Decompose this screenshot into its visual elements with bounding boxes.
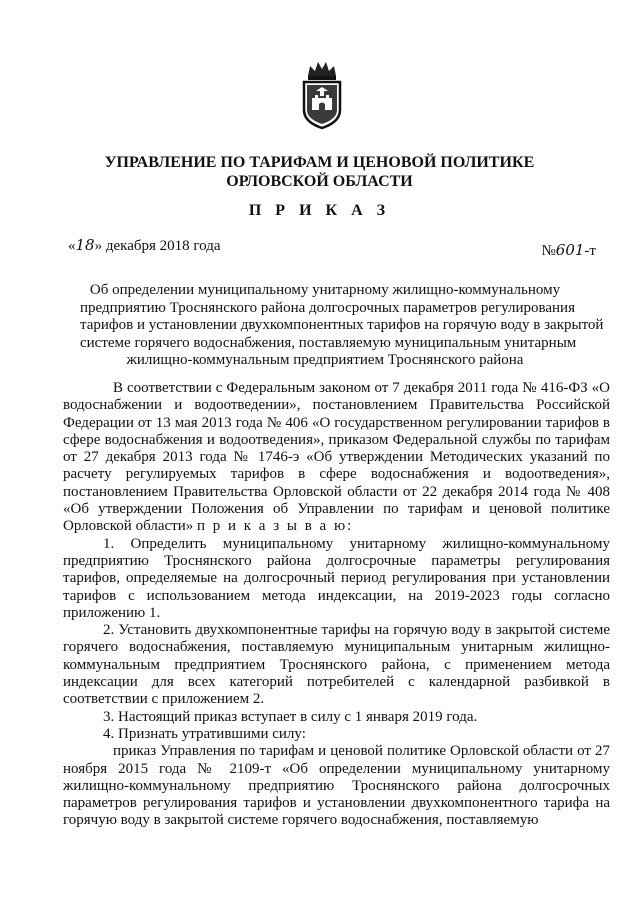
subject-line: системе горячего водоснабжения, поставляемую муниципальным унитарным xyxy=(80,334,577,351)
item-4-text: приказ Управления по тарифам и ценовой политике Орловской области от 27 ноября 2015 года № 2109-т «Об определении муниципальному унитарному жилищно-коммунальному предприятию Троснянского района долгосрочных параметров регулирования тарифов и установлении двухкомпонентного тарифа на горячую воду в закрытой системе горячего водоснабжения, поставляемую xyxy=(63,743,610,829)
subject-line: Об определении муниципальному унитарному жилищно-коммунальному xyxy=(89,282,561,298)
item-3: 3. Настоящий приказ вступает в силу с 1 января 2019 года. xyxy=(103,708,478,725)
subject-line: жилищно-коммунальным предприятием Троснянского района xyxy=(126,352,524,368)
organization-name: УПРАВЛЕНИЕ ПО ТАРИФАМ И ЦЕНОВОЙ ПОЛИТИКЕ xyxy=(104,154,535,171)
date-prefix: « xyxy=(68,238,76,254)
subject-line: тарифов и установлении двухкомпонентных тарифов на горячую воду в закрытой xyxy=(80,317,604,333)
document-number xyxy=(541,241,596,260)
subject-line: предприятию Троснянского района долгосрочных параметров регулирования xyxy=(80,299,575,316)
document-body xyxy=(63,380,610,830)
prikazyvayu-word: п р и к а з ы в а ю: xyxy=(196,518,354,535)
item-1: 1. Определить муниципальному унитарному жилищно-коммунальному предприятию Троснянского района долгосрочные параметры регулирования тарифов, определяемые на долгосрочный период регулирования при установлении тарифов с использованием метода индексации, на 2019-2023 годы согласно приложению 1. xyxy=(63,535,610,621)
item-4: 4. Признать утратившими силу: xyxy=(103,725,306,742)
date-handwritten: 18 xyxy=(75,236,95,254)
document-date xyxy=(68,236,221,255)
document-type-title: П Р И К А З xyxy=(248,202,391,219)
number-suffix: -т xyxy=(584,243,596,259)
document-subject xyxy=(80,282,604,370)
number-handwritten: 601 xyxy=(555,241,585,259)
date-suffix: » декабря 2018 года xyxy=(94,238,221,254)
preamble-text: В соответствии с Федеральным законом от 7 декабря 2011 года № 416-ФЗ «О водоснабжении и водоотведении», постановлением Правительства Российской Федерации от 13 мая 2013 года № 406 «О государственном регулировании тарифов в сфере водоснабжения и водоотведения», приказом Федеральной службы по тарифам от 27 декабря 2013 года № 1746-э «Об утверждении Методических указаний по расчету регулируемых тарифов в сфере водоснабжения и водоотведения», постановлением Правительства Орловской области от 22 декабря 2014 года № 408 «Об утверждении Положения об Управлении по тарифам и ценовой политике Орловской области» xyxy=(63,380,610,535)
coat-of-arms-icon xyxy=(298,58,346,130)
organization-region: ОРЛОВСКОЙ ОБЛАСТИ xyxy=(226,173,413,190)
preamble-paragraph xyxy=(63,380,610,536)
item-2: 2. Установить двухкомпонентные тарифы на горячую воду в закрытой системе горячего водоснабжения, поставляемую муниципальным унитарным жилищно-коммунальным предприятием Троснянского района, с применением метода индексации для всех категорий потребителей с календарной разбивкой в соответствии с приложением 2. xyxy=(63,622,610,708)
number-prefix: № xyxy=(541,243,556,259)
